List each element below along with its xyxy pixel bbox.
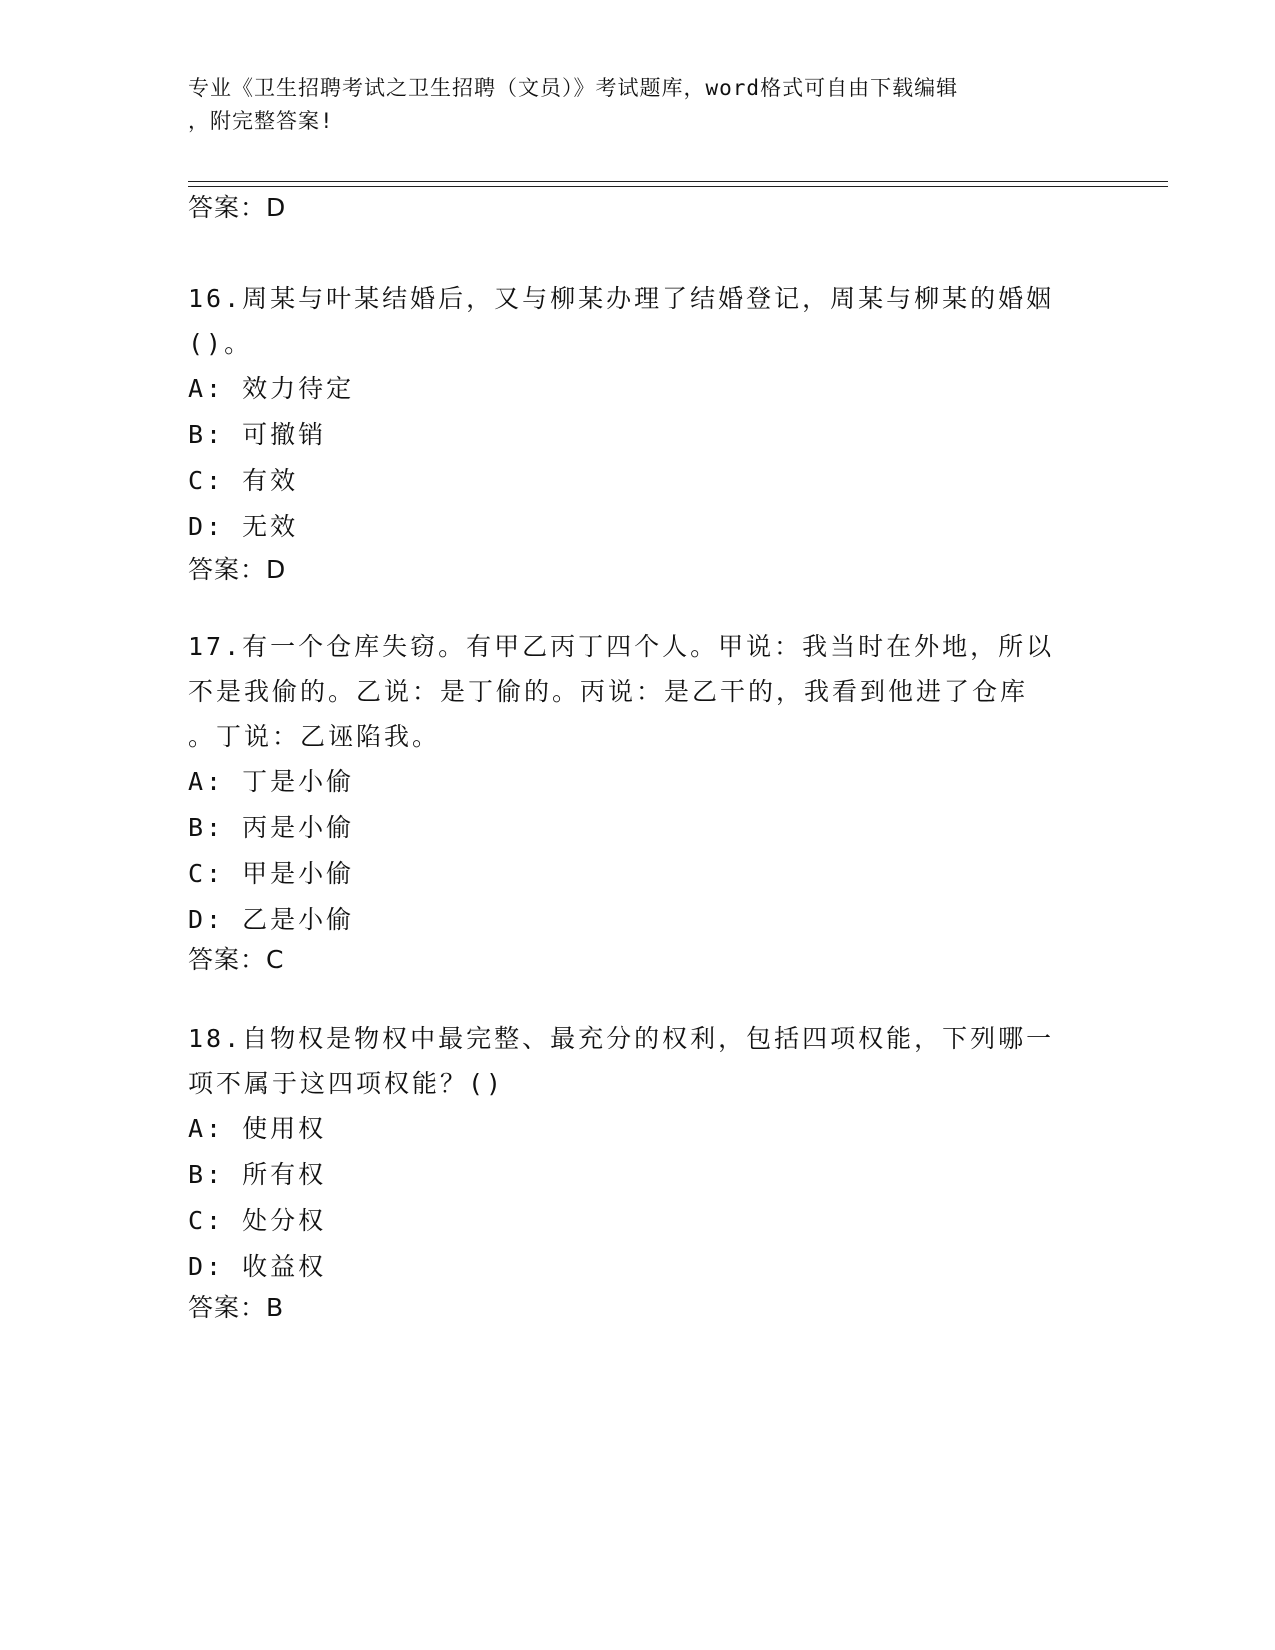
question-text-line: 项不属于这四项权能？() — [188, 1069, 505, 1098]
question-text-line: 17.有一个仓库失窃。有甲乙丙丁四个人。甲说：我当时在外地，所以 — [188, 632, 1055, 661]
option-d: D: 收益权 — [188, 1252, 327, 1281]
header-divider-top — [188, 181, 1168, 182]
answer-17: 答案：C — [188, 945, 285, 974]
question-16 — [188, 276, 1088, 550]
question-text-line: 。丁说：乙诬陷我。 — [188, 722, 441, 751]
header-divider-bottom — [188, 186, 1168, 187]
option-b: B: 所有权 — [188, 1160, 327, 1189]
option-c: C: 有效 — [188, 466, 299, 495]
question-18 — [188, 1016, 1088, 1290]
question-text-line: 16.周某与叶某结婚后，又与柳某办理了结婚登记，周某与柳某的婚姻 — [188, 284, 1055, 313]
question-text-line: 18.自物权是物权中最完整、最充分的权利，包括四项权能，下列哪一 — [188, 1024, 1055, 1053]
answer-18: 答案：B — [188, 1293, 285, 1322]
option-c: C: 甲是小偷 — [188, 859, 355, 888]
document-header — [188, 72, 1068, 138]
option-c: C: 处分权 — [188, 1206, 327, 1235]
option-a: A: 使用权 — [188, 1114, 327, 1143]
header-line-2: ，附完整答案! — [188, 109, 334, 133]
option-b: B: 可撤销 — [188, 420, 327, 449]
answer-16: 答案：D — [188, 555, 287, 584]
question-text-line: 不是我偷的。乙说：是丁偷的。丙说：是乙干的，我看到他进了仓库 — [188, 677, 1029, 706]
option-a: A: 效力待定 — [188, 374, 355, 403]
header-line-1: 专业《卫生招聘考试之卫生招聘（文员）》考试题库，word格式可自由下载编辑 — [188, 76, 959, 100]
option-a: A: 丁是小偷 — [188, 767, 355, 796]
question-text-line: ()。 — [188, 329, 253, 358]
question-17 — [188, 624, 1088, 943]
option-b: B: 丙是小偷 — [188, 813, 355, 842]
previous-answer: 答案：D — [188, 193, 287, 222]
option-d: D: 乙是小偷 — [188, 905, 355, 934]
option-d: D: 无效 — [188, 512, 299, 541]
